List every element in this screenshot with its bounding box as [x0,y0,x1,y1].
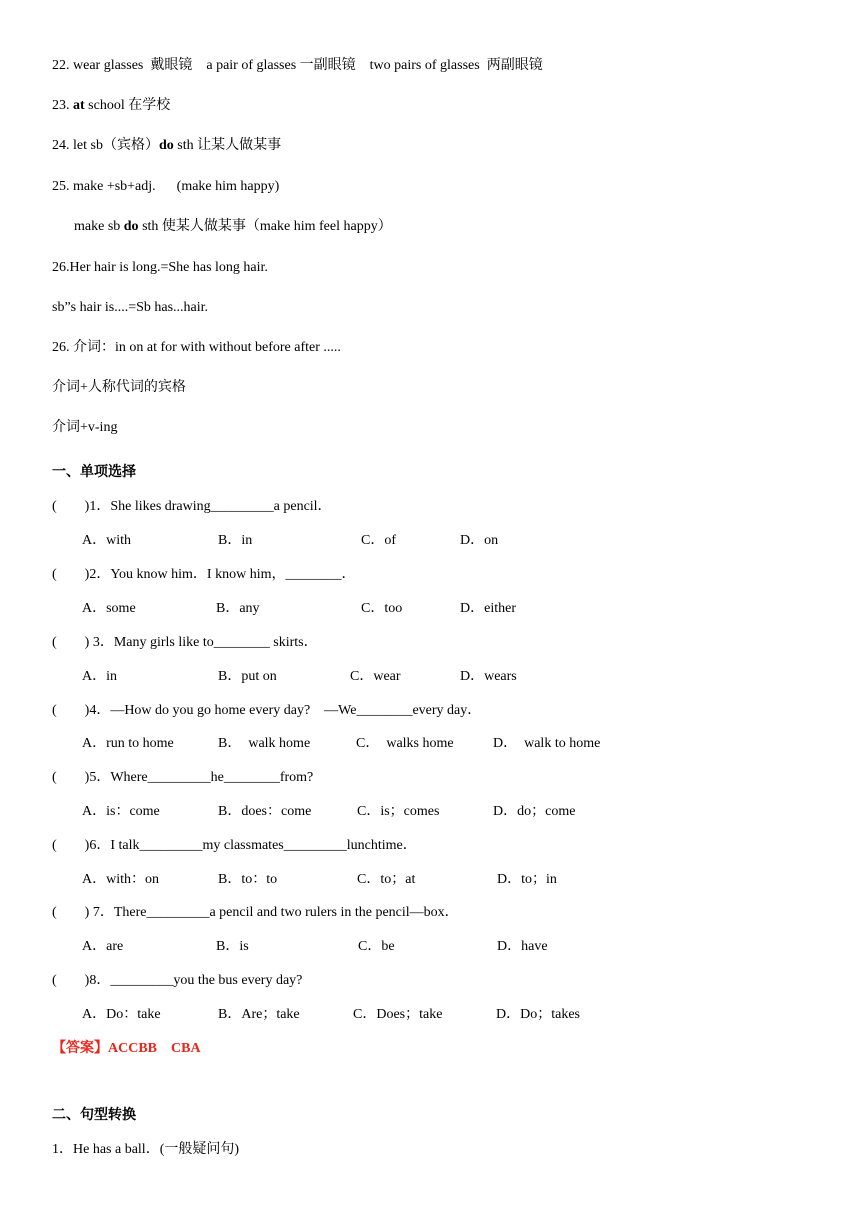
question-8-stem: ( )8．_________you the bus every day? [52,973,303,988]
question-2-option-d: D．either [460,601,516,616]
question-7-option-d: D．have [497,939,548,954]
note-23-suffix: school 在学校 [84,98,171,113]
question-3-option-d: D．wears [460,669,517,684]
answer-key: 【答案】ACCBB CBA [52,1041,201,1056]
note-26: 26.Her hair is long.=She has long hair. [52,260,268,275]
question-8-option-d: D．Do；takes [496,1007,580,1022]
question-1-option-c: C．of [361,533,396,548]
question-8-option-b: B．Are；take [218,1007,300,1022]
note-23-prefix: 23. [52,98,73,113]
question-4-option-a: A．run to home [82,736,174,751]
question-6-option-c: C．to；at [357,872,416,887]
note-23 [52,97,170,115]
note-24-suffix: sth 让某人做某事 [173,138,282,153]
question-4-option-d: D． walk to home [493,736,601,751]
question-1-option-b: B．in [218,533,253,548]
section-2-question-1: 1．He has a ball．(一般疑问句) [52,1142,240,1157]
question-6-stem: ( )6．I talk_________my classmates_________lunchtime． [52,838,417,853]
question-7-option-b: B．is [216,939,249,954]
question-8-option-a: A．Do：take [82,1007,161,1022]
question-5-option-c: C．is；comes [357,804,440,819]
note-25: 25. make +sb+adj. (make him happy) [52,179,280,194]
question-1-stem: ( )1．She likes drawing_________a pencil． [52,499,332,514]
note-26c: 26. 介词：in on at for with without before after ..... [52,340,341,355]
question-5-option-b: B．does：come [218,804,312,819]
question-6-option-b: B．to：to [218,872,278,887]
question-5-option-d: D．do；come [493,804,576,819]
note-24-bold: do [158,138,174,153]
question-8-option-c: C．Does；take [353,1007,443,1022]
question-7-stem: ( ) 7．There_________a pencil and two rulers in the pencil—box． [52,905,459,920]
question-3-option-c: C．wear [350,669,401,684]
question-3-option-b: B．put on [218,669,277,684]
question-4-option-b: B． walk home [218,736,311,751]
note-26e: 介词+v-ing [52,420,118,435]
question-3-option-a: A．in [82,669,117,684]
note-24 [52,137,281,155]
question-2-stem: ( )2．You know him．I know him，________． [52,567,356,582]
note-24-prefix: 24. let sb（宾格） [52,138,159,153]
note-25b [74,218,392,236]
question-2-option-a: A．some [82,601,136,616]
note-25b-prefix: make sb [74,219,124,234]
question-7-option-a: A．are [82,939,124,954]
question-2-option-b: B．any [216,601,260,616]
question-6-option-a: A．with：on [82,872,159,887]
note-26d: 介词+人称代词的宾格 [52,380,186,395]
section-1-title: 一、单项选择 [52,464,136,480]
question-1-option-d: D．on [460,533,499,548]
note-23-bold: at [73,98,85,113]
question-7-option-c: C．be [358,939,395,954]
note-22: 22. wear glasses 戴眼镜 a pair of glasses 一副眼镜 two pairs of glasses 两副眼镜 [52,58,543,73]
note-26b: sb”s hair is....=Sb has...hair. [52,300,209,315]
question-4-option-c: C． walks home [356,736,454,751]
question-4-stem: ( )4．—How do you go home every day? —We________every day． [52,703,482,718]
question-6-option-d: D．to；in [497,872,557,887]
note-25b-suffix: sth 使某人做某事（make him feel happy） [138,219,392,234]
section-2-title: 二、句型转换 [52,1107,136,1123]
question-2-option-c: C．too [361,601,403,616]
question-5-stem: ( )5．Where_________he________from? [52,770,314,785]
note-25b-bold: do [123,219,139,234]
question-1-option-a: A．with [82,533,131,548]
question-3-stem: ( ) 3．Many girls like to________ skirts． [52,635,318,650]
question-5-option-a: A．is：come [82,804,160,819]
